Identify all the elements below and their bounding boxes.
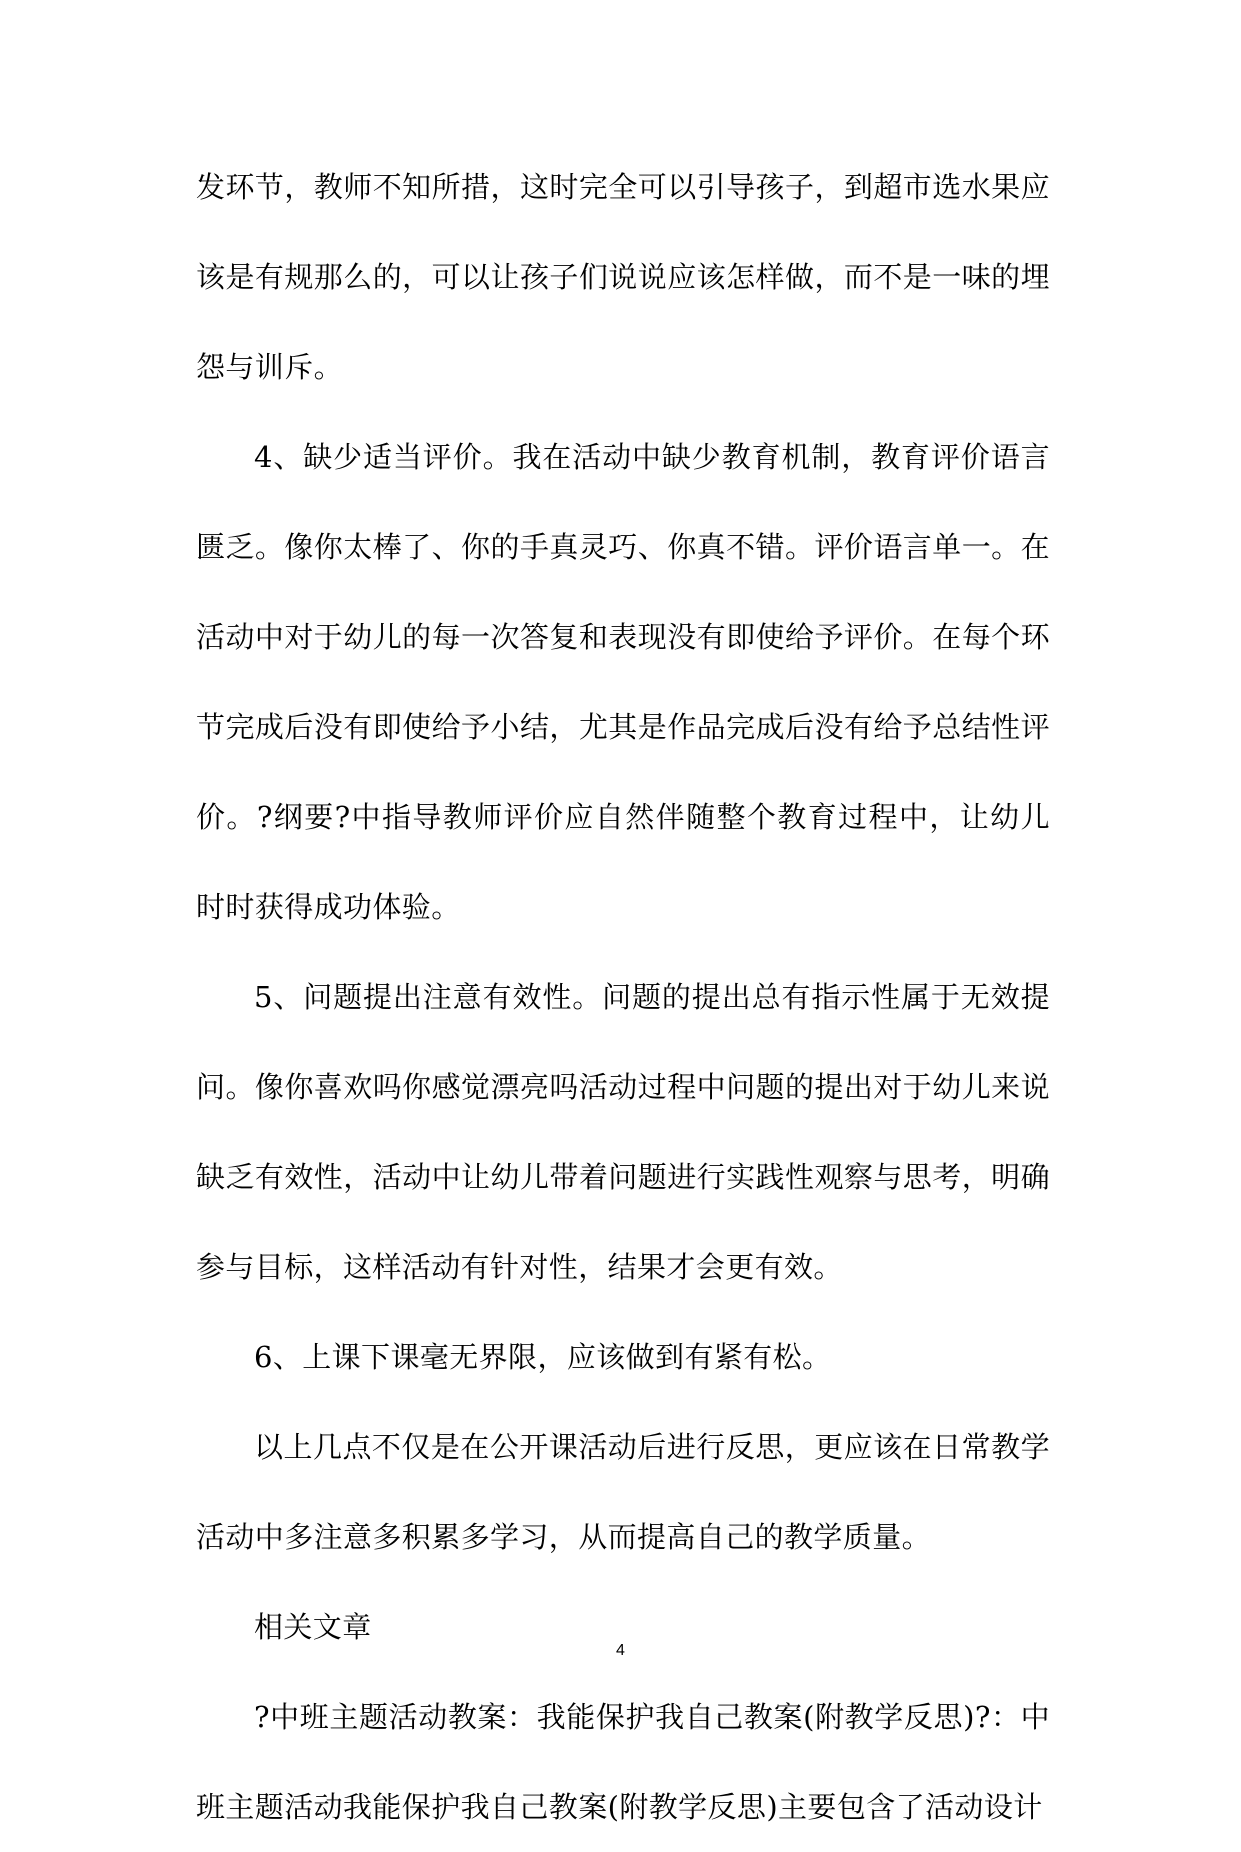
paragraph-point-4: 4、缺少适当评价。我在活动中缺少教育机制，教育评价语言匮乏。像你太棒了、你的手真灵巧、你真不错。评价语言单一。在活动中对于幼儿的每一次答复和表现没有即使给予评价。在每个环节完成后没有即使给予小结，尤其是作品完成后没有给予总结性评价。?纲要?中指导教师评价应自然伴随整个教育过程中，让幼儿时时获得成功体验。 — [196, 440, 1050, 924]
body-text — [196, 142, 1050, 1852]
paragraph-point-6: 6、上课下课毫无界限，应该做到有紧有松。 — [254, 1340, 832, 1374]
page-number: 4 — [616, 1642, 625, 1659]
paragraph-continuation: 发环节，教师不知所措，这时完全可以引导孩子，到超市选水果应该是有规那么的，可以让孩子们说说应该怎样做，而不是一味的埋怨与训斥。 — [196, 170, 1050, 384]
paragraph-summary: 以上几点不仅是在公开课活动后进行反思，更应该在日常教学活动中多注意多积累多学习，从而提高自己的教学质量。 — [196, 1430, 1050, 1554]
related-article-link[interactable]: ?中班主题活动教案：我能保护我自己教案(附教学反思)?：中班主题活动我能保护我自己教案(附教学反思)主要包含了活动设计 — [196, 1700, 1050, 1824]
paragraph-point-5: 5、问题提出注意有效性。问题的提出总有指示性属于无效提问。像你喜欢吗你感觉漂亮吗活动过程中问题的提出对于幼儿来说缺乏有效性，活动中让幼儿带着问题进行实践性观察与思考，明确参与目标，这样活动有针对性，结果才会更有效。 — [196, 980, 1050, 1284]
related-articles-heading: 相关文章 — [254, 1610, 372, 1644]
